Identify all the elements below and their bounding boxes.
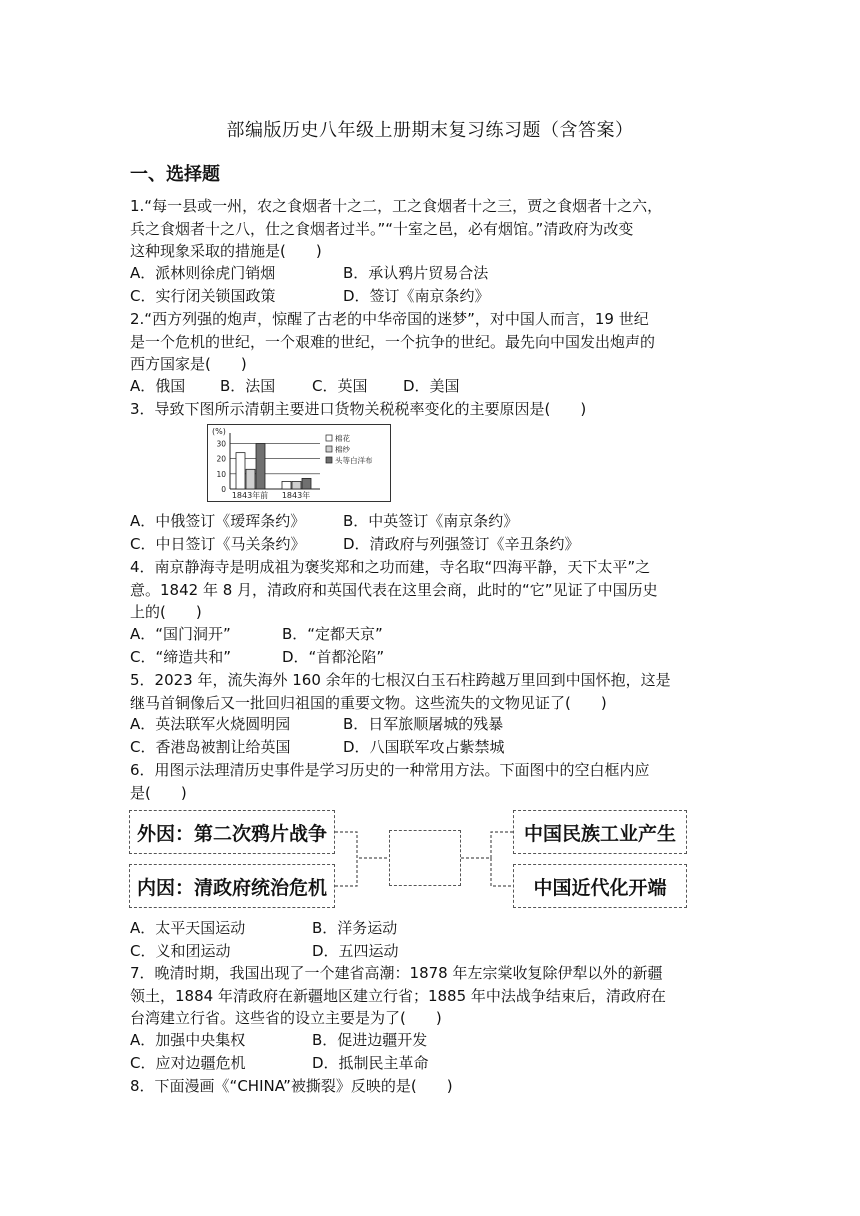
option-b: B．洋务运动: [312, 919, 398, 937]
y-tick-label: 30: [216, 439, 226, 449]
option-a: A．加强中央集权: [130, 1031, 246, 1049]
question-text: 意。1842 年 8 月，清政府和英国代表在这里会商，此时的“它”见证了中国历史: [130, 580, 658, 599]
question-text: 2.“西方列强的炮声，惊醒了古老的中华帝国的迷梦”，对中国人而言，19 世纪: [130, 310, 649, 328]
option-b: B．“定都天京”: [282, 625, 383, 643]
chart-canvas: [208, 425, 390, 501]
bar-2-2: [292, 481, 301, 489]
question-text: 8．下面漫画《“CHINA”被撕裂》反映的是( ): [130, 1077, 453, 1095]
option-a: A．俄国: [130, 377, 186, 395]
bar-1-2: [282, 481, 291, 489]
y-axis-unit: (%): [212, 427, 226, 436]
question-text: 4．南京静海寺是明成祖为褒奖郑和之功而建，寺名取“四海平静，天下太平”之: [130, 558, 651, 576]
option-d: D．美国: [403, 377, 460, 395]
option-b: B．日军旅顺屠城的残暴: [343, 715, 504, 733]
legend-label: 棉花: [335, 434, 350, 443]
question-text: 3．导致下图所示清朝主要进口货物关税税率变化的主要原因是( ): [130, 400, 587, 418]
y-tick-label: 10: [216, 469, 226, 479]
option-d: D．五四运动: [312, 942, 399, 960]
option-a: A．太平天国运动: [130, 919, 246, 937]
question-text: 兵之食烟者十之八，仕之食烟者过半。”“十室之邑，必有烟馆。”清政府为改变: [130, 219, 634, 238]
diagram-box-internal-cause: 内因：清政府统治危机: [129, 864, 335, 908]
option-d: D．签订《南京条约》: [343, 287, 490, 305]
question-4: [130, 556, 732, 624]
option-a: A．中俄签订《瑷珲条约》: [130, 512, 306, 530]
bar-1-1: [236, 453, 245, 489]
x-tick-label: 1843年前: [231, 491, 269, 500]
question-6: [130, 759, 732, 804]
option-c: C．实行闭关锁国政策: [130, 287, 276, 305]
diagram-box-external-cause: 外因：第二次鸦片战争: [129, 810, 335, 854]
question-text: 这种现象采取的措施是( ): [130, 242, 322, 260]
question-5: [130, 669, 732, 714]
question-text: 5．2023 年，流失海外 160 余年的七根汉白玉石柱跨越万里回到中国怀抱，这是: [130, 671, 671, 689]
bar-3-2: [302, 478, 311, 489]
bar-3-1: [256, 444, 265, 489]
legend-swatch: [326, 446, 332, 452]
y-tick-label: 20: [216, 454, 226, 464]
question-text: 继马首铜像后又一批回归祖国的重要文物。这些流失的文物见证了( ): [130, 693, 607, 712]
option-c: C．中日签订《马关条约》: [130, 535, 306, 553]
option-c: C．义和团运动: [130, 942, 231, 960]
option-d: D．“首都沦陷”: [282, 648, 385, 666]
question-text: 是( ): [130, 783, 187, 802]
question-2: [130, 308, 732, 376]
option-a: A．英法联军火烧圆明园: [130, 715, 291, 733]
legend-swatch: [326, 435, 332, 441]
section-heading: 一、选择题: [130, 164, 220, 185]
legend-swatch: [326, 457, 332, 463]
tariff-bar-chart: [207, 424, 391, 502]
bar-2-1: [246, 469, 255, 489]
question-3: [130, 398, 732, 421]
question-1: [130, 195, 732, 263]
option-b: B．承认鸦片贸易合法: [343, 264, 489, 282]
option-c: C．“缔造共和”: [130, 648, 232, 666]
legend-label: 头等白洋布: [335, 456, 373, 465]
option-d: D．八国联军攻占紫禁城: [343, 738, 505, 756]
legend-label: 棉纱: [335, 445, 350, 454]
option-d: D．清政府与列强签订《辛丑条约》: [343, 535, 580, 553]
option-c: C．应对边疆危机: [130, 1054, 246, 1072]
question-7: [130, 962, 732, 1030]
question-text: 台湾建立行省。这些省的设立主要是为了( ): [130, 1009, 442, 1027]
question-text: 领土，1884 年清政府在新疆地区建立行省；1885 年中法战争结束后，清政府在: [130, 986, 666, 1005]
page-title: 部编版历史八年级上册期末复习练习题（含答案）: [226, 120, 634, 141]
option-c: C．香港岛被割让给英国: [130, 738, 291, 756]
option-b: B．促进边疆开发: [312, 1031, 428, 1049]
question-text: 上的( ): [130, 603, 202, 621]
question-text: 7．晚清时期，我国出现了一个建省高潮：1878 年左宗棠收复除伊犁以外的新疆: [130, 964, 663, 982]
question-text: 6．用图示法理清历史事件是学习历史的一种常用方法。下面图中的空白框内应: [130, 761, 650, 779]
option-b: B．中英签订《南京条约》: [343, 512, 519, 530]
diagram-blank-box: [389, 830, 461, 886]
question-text: 是一个危机的世纪，一个艰难的世纪，一个抗争的世纪。最先向中国发出炮声的: [130, 332, 656, 351]
question-text: 西方国家是( ): [130, 355, 247, 373]
x-tick-label: 1843年: [281, 491, 311, 500]
question-8: [130, 1075, 732, 1098]
question-text: 1.“每一县或一州，农之食烟者十之二，工之食烟者十之三，贾之食烟者十之六，: [130, 197, 663, 215]
diagram-box-result-modernization: 中国近代化开端: [513, 864, 687, 908]
option-a: A．“国门洞开”: [130, 625, 231, 643]
option-b: B．法国: [220, 377, 276, 395]
cause-effect-diagram: [129, 806, 689, 914]
y-tick-label: 0: [221, 485, 226, 494]
option-d: D．抵制民主革命: [312, 1054, 429, 1072]
option-c: C．英国: [312, 377, 368, 395]
diagram-box-result-industry: 中国民族工业产生: [513, 810, 687, 854]
option-a: A．派林则徐虎门销烟: [130, 264, 276, 282]
